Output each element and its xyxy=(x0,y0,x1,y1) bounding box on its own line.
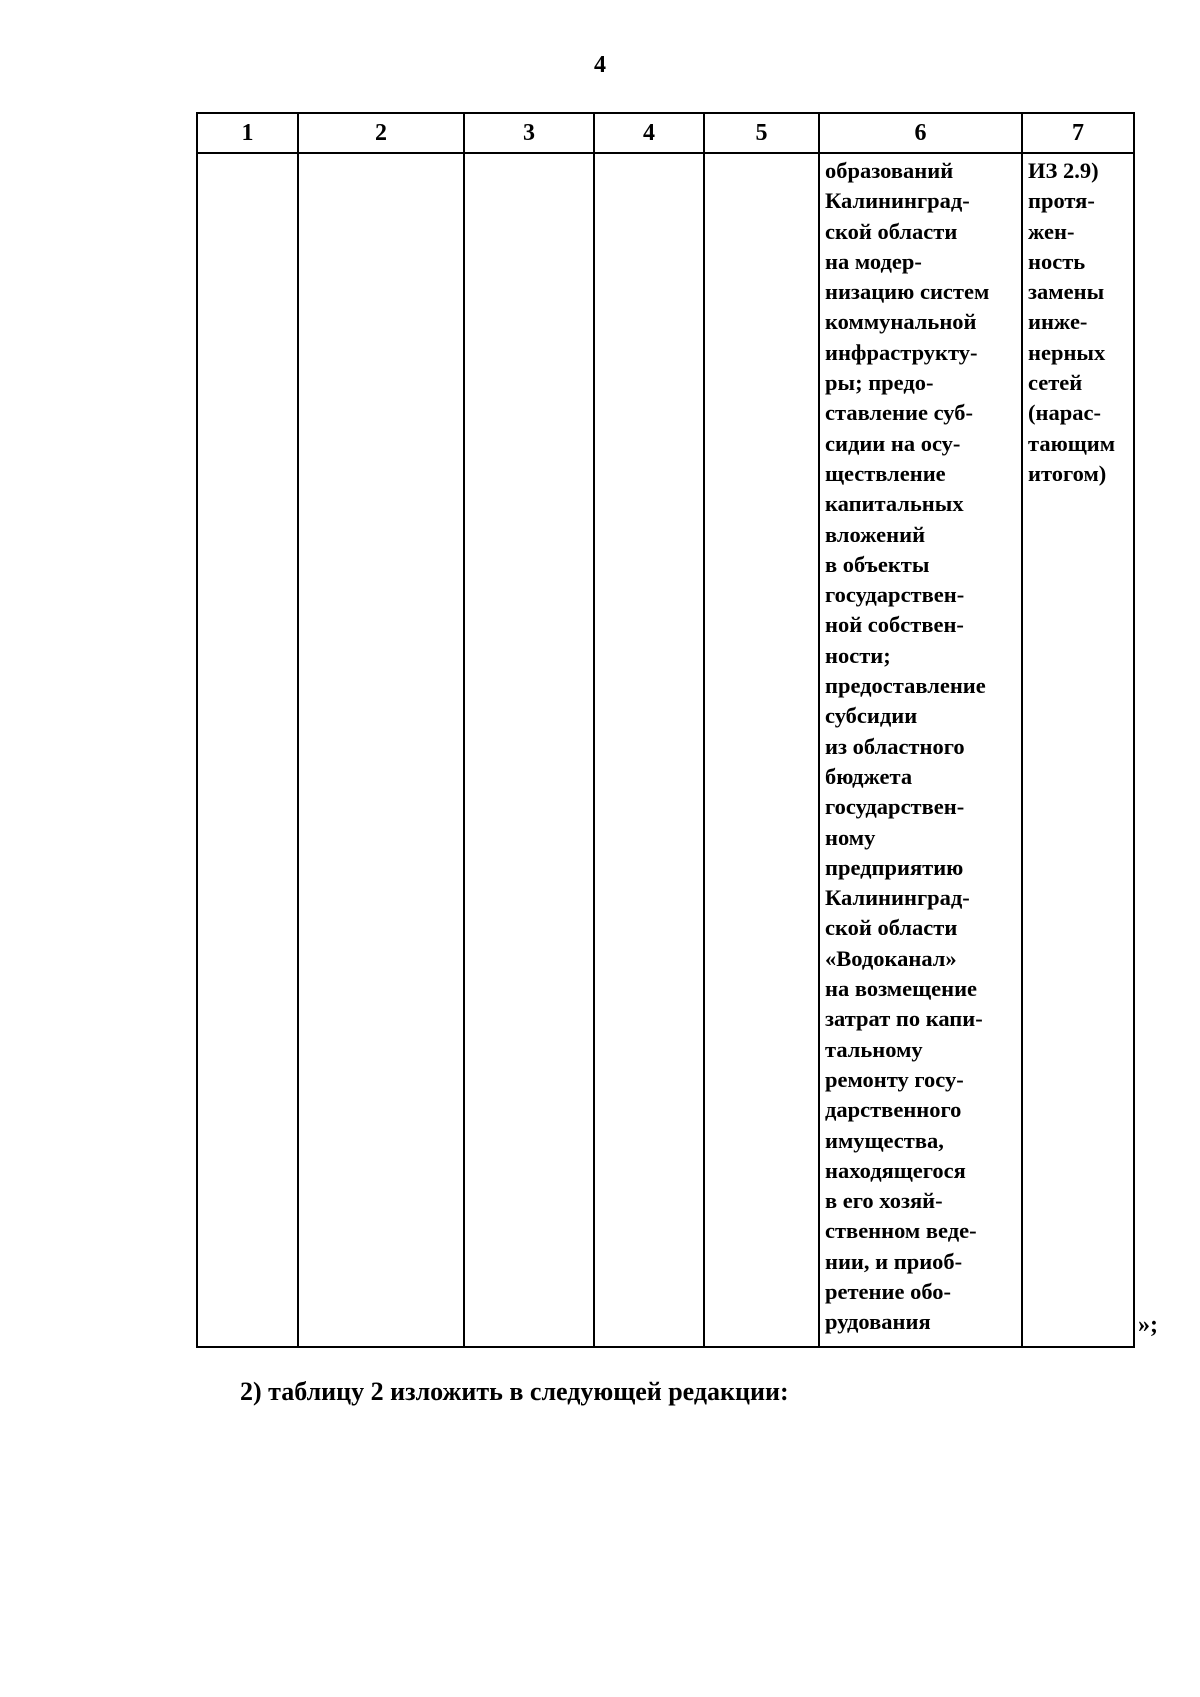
cell-line: сидии на осу- xyxy=(825,430,961,456)
cell-line: ры; предо- xyxy=(825,370,934,396)
cell-line: ной собствен- xyxy=(825,612,964,638)
cell-col-7 xyxy=(1022,153,1134,1347)
instruction-text: 2) таблицу 2 изложить в следующей редакции: xyxy=(240,1377,789,1406)
cell-line: предоставление xyxy=(825,673,986,699)
cell-line: на модер- xyxy=(825,248,922,274)
cell-line: из областного xyxy=(825,733,965,759)
program-table xyxy=(196,112,1135,1348)
cell-line: в объекты xyxy=(825,551,930,577)
cell-col-2 xyxy=(298,153,464,1347)
header-col-2: 2 xyxy=(298,113,464,153)
header-col-4: 4 xyxy=(594,113,704,153)
cell-col-4 xyxy=(594,153,704,1347)
cell-line: инже- xyxy=(1028,309,1088,335)
cell-line: нерных xyxy=(1028,339,1106,365)
cell-line: (нарас- xyxy=(1028,400,1101,426)
cell-line: нии, и приоб- xyxy=(825,1248,963,1274)
page-number: 4 xyxy=(594,52,606,78)
cell-line: вложений xyxy=(825,521,926,547)
cell-line: государствен- xyxy=(825,794,965,820)
cell-line: государствен- xyxy=(825,582,965,608)
cell-line: ственном веде- xyxy=(825,1218,977,1244)
cell-line: ность xyxy=(1028,248,1086,274)
cell-line: образований xyxy=(825,158,954,183)
header-col-6: 6 xyxy=(819,113,1022,153)
cell-col-5 xyxy=(704,153,819,1347)
cell-line: Калининград- xyxy=(825,188,970,214)
cell-line: замены xyxy=(1028,279,1105,305)
cell-line: рудования xyxy=(825,1309,931,1335)
header-col-5: 5 xyxy=(704,113,819,153)
cell-line: ществление xyxy=(825,460,946,486)
cell-line: ремонту госу- xyxy=(825,1066,964,1092)
cell-line: капитальных xyxy=(825,491,964,517)
cell-line: ретение обо- xyxy=(825,1278,952,1304)
cell-line: инфраструкту- xyxy=(825,339,978,365)
cell-line: ставление суб- xyxy=(825,400,973,426)
cell-line: протя- xyxy=(1028,188,1095,214)
cell-line: находящегося xyxy=(825,1157,966,1183)
cell-line: сетей xyxy=(1028,370,1083,396)
cell-line: ской области xyxy=(825,915,958,941)
table-row xyxy=(197,153,1134,1347)
cell-line: тальному xyxy=(825,1036,923,1062)
header-col-7: 7 xyxy=(1022,113,1134,153)
cell-line: бюджета xyxy=(825,763,913,789)
cell-line: итогом) xyxy=(1028,460,1107,486)
table-header-row xyxy=(197,113,1134,153)
cell-line: тающим xyxy=(1028,430,1116,456)
cell-line: имущества, xyxy=(825,1127,944,1153)
closing-quote-mark: »; xyxy=(1138,1312,1158,1338)
cell-line: дарственного xyxy=(825,1097,962,1123)
cell-line: ному xyxy=(825,824,876,850)
cell-line: коммунальной xyxy=(825,309,977,335)
cell-col-6 xyxy=(819,153,1022,1347)
cell-line: ИЗ 2.9) xyxy=(1028,158,1099,183)
cell-col-3 xyxy=(464,153,594,1347)
cell-line: «Водоканал» xyxy=(825,945,957,971)
cell-line: низацию систем xyxy=(825,279,990,305)
header-col-3: 3 xyxy=(464,113,594,153)
cell-line: ности; xyxy=(825,642,891,668)
cell-line: в его хозяй- xyxy=(825,1188,943,1214)
header-col-1: 1 xyxy=(197,113,298,153)
cell-line: ской области xyxy=(825,218,958,244)
col7-text xyxy=(1023,154,1133,489)
cell-line: на возмещение xyxy=(825,976,978,1002)
cell-line: субсидии xyxy=(825,703,918,729)
cell-line: затрат по капи- xyxy=(825,1006,983,1032)
col6-text xyxy=(820,154,1021,1338)
cell-line: жен- xyxy=(1028,218,1075,244)
cell-line: Калининград- xyxy=(825,885,970,911)
cell-col-1 xyxy=(197,153,298,1347)
cell-line: предприятию xyxy=(825,854,964,880)
